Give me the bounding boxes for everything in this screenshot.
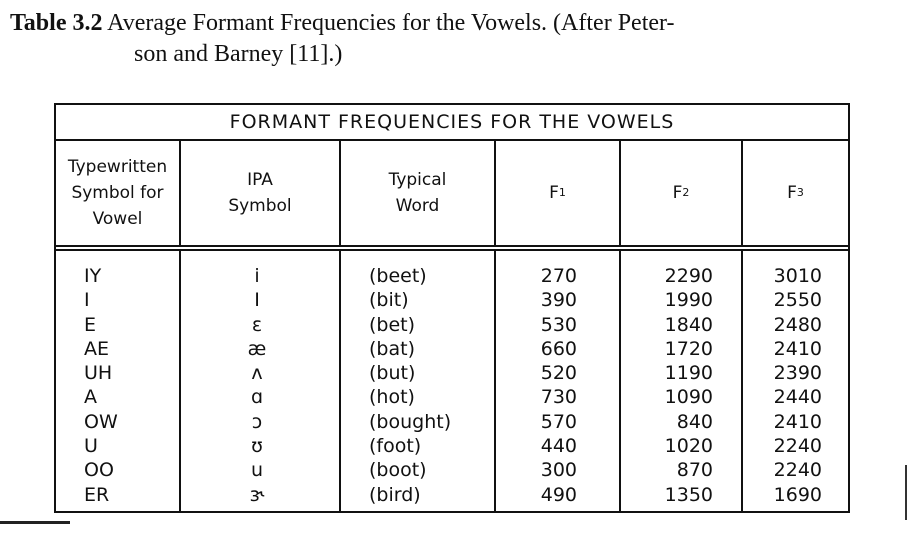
header-text: Symbol [228, 196, 292, 216]
table-cell-f1: 390 [540, 289, 577, 312]
table-cell-words: (bought) [369, 410, 452, 433]
caption-text-1: Average Formant Frequencies for the Vowels. (After Peter- [107, 10, 675, 36]
header-text: Symbol for [71, 183, 164, 203]
table-cell-f2: 1020 [664, 435, 713, 458]
table-body [56, 251, 848, 511]
table-cell-words: (beet) [369, 265, 427, 287]
table-cell-f2: 1090 [664, 386, 713, 409]
table-cell-ipa: æ [247, 337, 267, 360]
header-text: Vowel [92, 209, 143, 229]
table-cell-ipa: ʌ [251, 362, 263, 385]
table-cell-symbols: I [84, 289, 90, 312]
table-cell-f1: 440 [540, 435, 577, 458]
table-cell-words: (bit) [369, 289, 409, 312]
column-words [341, 251, 496, 511]
table-cell-words: (bet) [369, 313, 416, 336]
table-cell-symbols: A [84, 386, 97, 409]
table-cell-f2: 1990 [664, 289, 713, 312]
header-text: Typewritten [67, 157, 168, 177]
column-f2 [621, 251, 743, 511]
header-ipa-symbol [181, 141, 341, 245]
table-cell-ipa: ɔ [251, 410, 263, 433]
header-text: Typical [388, 170, 447, 190]
table-title: FORMANT FREQUENCIES FOR THE VOWELS [56, 105, 848, 141]
table-cell-f1: 490 [540, 483, 577, 506]
table-cell-f1: 530 [540, 313, 577, 336]
table-caption [10, 8, 905, 70]
table-cell-ipa: ɝ [249, 483, 265, 506]
header-f3 [743, 141, 848, 245]
table-cell-f3: 1690 [773, 483, 822, 506]
header-f2 [621, 141, 743, 245]
table-cell-symbols: AE [84, 337, 110, 360]
table-cell-f1: 660 [540, 337, 577, 360]
table-cell-f3: 2440 [773, 386, 822, 409]
header-typewritten-symbol [56, 141, 181, 245]
header-text: F [787, 183, 797, 203]
table-cell-symbols: OO [84, 459, 114, 482]
caption-line-1 [10, 8, 905, 39]
formant-table [54, 103, 850, 513]
table-cell-symbols: E [84, 313, 97, 336]
table-cell-symbols: UH [84, 362, 113, 385]
table-cell-f2: 1840 [664, 313, 713, 336]
table-cell-f2: 1350 [664, 483, 713, 506]
header-subscript: 1 [558, 186, 566, 199]
table-cell-symbols: ER [84, 483, 110, 506]
table-cell-ipa: ʊ [251, 435, 263, 458]
table-cell-words: (bird) [369, 483, 421, 506]
scan-artifact [0, 521, 70, 524]
table-cell-f3: 2410 [773, 337, 822, 360]
header-typical-word [341, 141, 496, 245]
table-cell-f2: 1190 [664, 362, 713, 385]
table-cell-ipa: ɛ [251, 313, 263, 336]
table-cell-f2: 840 [676, 410, 713, 433]
table-cell-f3: 2240 [773, 459, 822, 482]
header-text: F [549, 183, 559, 203]
column-f1 [496, 251, 621, 511]
caption-text-2: son and Barney [11].) [134, 41, 343, 67]
caption-number: Table 3.2 [10, 10, 103, 36]
table-cell-ipa: I [254, 289, 260, 312]
column-symbols [56, 251, 181, 511]
table-cell-symbols: OW [84, 410, 118, 433]
table-cell-f3: 2240 [773, 435, 822, 458]
table-cell-f2: 2290 [664, 265, 713, 287]
table-cell-f1: 300 [540, 459, 577, 482]
header-f1 [496, 141, 621, 245]
column-ipa [181, 251, 341, 511]
header-subscript: 3 [796, 186, 804, 199]
table-cell-f3: 2550 [773, 289, 822, 312]
table-cell-ipa: i [254, 265, 260, 287]
table-cell-f1: 520 [540, 362, 577, 385]
header-text: F [672, 183, 683, 203]
table-cell-f2: 870 [676, 459, 713, 482]
table-cell-words: (foot) [369, 435, 422, 458]
table-cell-words: (but) [369, 362, 416, 385]
header-text: Word [395, 196, 440, 216]
table-cell-f2: 1720 [664, 337, 713, 360]
table-cell-f3: 3010 [773, 265, 822, 287]
table-cell-f3: 2480 [773, 313, 822, 336]
header-subscript: 2 [682, 186, 690, 199]
table-cell-symbols: IY [84, 265, 102, 287]
table-header-row [56, 141, 848, 245]
table-cell-f3: 2390 [773, 362, 822, 385]
table-cell-words: (bat) [369, 337, 415, 360]
table-cell-ipa: ɑ [250, 386, 264, 409]
scan-artifact [905, 465, 907, 520]
table-cell-f1: 570 [540, 410, 577, 433]
table-cell-f3: 2410 [773, 410, 822, 433]
table-cell-symbols: U [84, 435, 98, 458]
column-f3 [743, 251, 848, 511]
table-cell-ipa: u [250, 459, 264, 482]
header-text: IPA [247, 170, 273, 190]
table-cell-words: (boot) [369, 459, 427, 482]
table-cell-words: (hot) [369, 386, 415, 409]
table-cell-f1: 270 [540, 265, 577, 287]
table-cell-f1: 730 [540, 386, 577, 409]
